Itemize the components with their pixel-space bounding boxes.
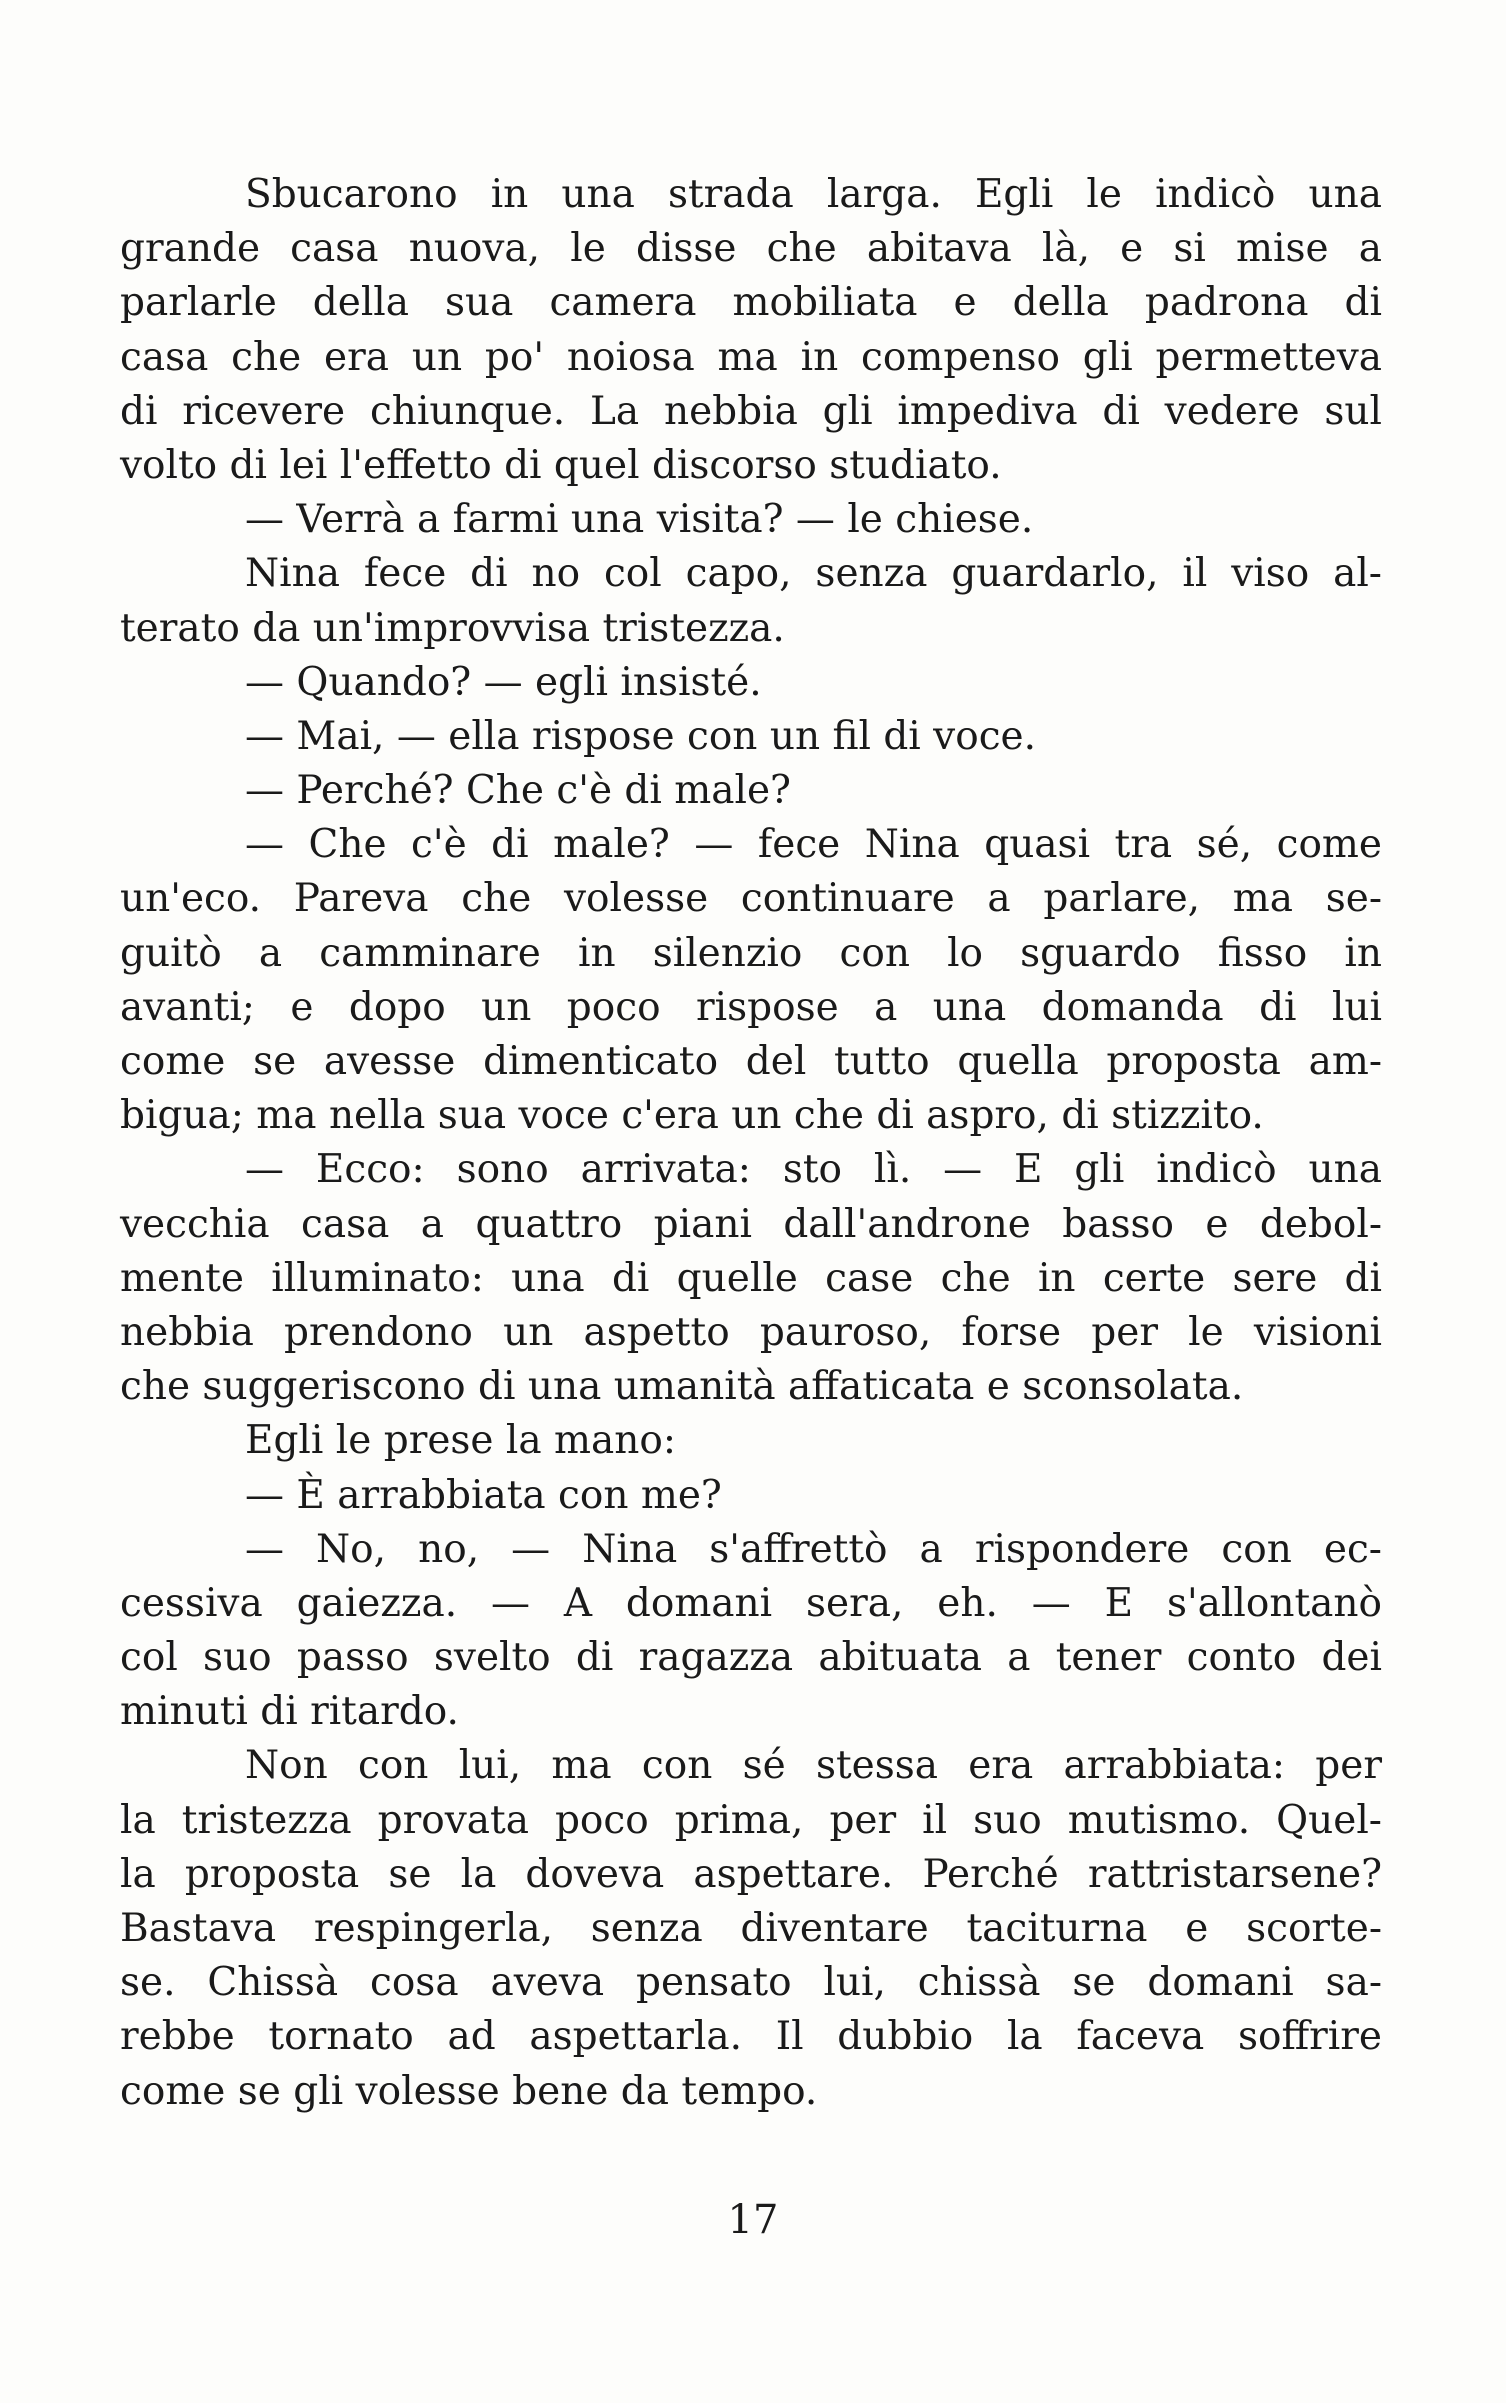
- text-line: guitò a camminare in silenzio con lo sguardo fisso in: [120, 930, 1382, 976]
- text-line: — No, no, — Nina s'affrettò a rispondere con ec-: [245, 1526, 1382, 1572]
- text-line: — Che c'è di male? — fece Nina quasi tra sé, come: [245, 822, 1382, 868]
- text-line: bigua; ma nella sua voce c'era un che di aspro, di stizzito.: [120, 1093, 1264, 1139]
- body-text: [120, 168, 1382, 2119]
- text-line: la proposta se la doveva aspettare. Perché rattristarsene?: [120, 1851, 1382, 1897]
- text-line: terato da un'improvvisa tristezza.: [120, 605, 785, 651]
- text-line: Egli le prese la mano:: [245, 1418, 676, 1464]
- text-line: — Quando? — egli insisté.: [245, 659, 762, 705]
- text-line: — Ecco: sono arrivata: sto lì. — E gli indicò una: [245, 1147, 1382, 1193]
- text-line: — Verrà a farmi una visita? — le chiese.: [245, 497, 1034, 543]
- text-line: rebbe tornato ad aspettarla. Il dubbio la faceva soffrire: [120, 2014, 1382, 2060]
- text-line: — Perché? Che c'è di male?: [245, 768, 791, 814]
- text-line: — Mai, — ella rispose con un fil di voce.: [245, 713, 1037, 759]
- text-line: Non con lui, ma con sé stessa era arrabbiata: per: [245, 1743, 1382, 1789]
- text-line: minuti di ritardo.: [120, 1689, 459, 1735]
- text-line: come se avesse dimenticato del tutto quella proposta am-: [120, 1039, 1382, 1084]
- text-line: parlarle della sua camera mobiliata e della padrona di: [120, 280, 1382, 326]
- text-line: la tristezza provata poco prima, per il suo mutismo. Quel-: [120, 1797, 1382, 1843]
- page-number: 17: [727, 2197, 779, 2243]
- text-line: nebbia prendono un aspetto pauroso, forse per le visioni: [120, 1309, 1382, 1355]
- text-line: grande casa nuova, le disse che abitava là, e si mise a: [120, 226, 1382, 272]
- text-line: Sbucarono in una strada larga. Egli le indicò una: [245, 172, 1382, 217]
- text-line: volto di lei l'effetto di quel discorso studiato.: [120, 442, 1002, 488]
- text-line: vecchia casa a quattro piani dall'androne basso e debol-: [120, 1201, 1382, 1247]
- text-line: col suo passo svelto di ragazza abituata a tener conto dei: [120, 1635, 1382, 1681]
- text-line: Nina fece di no col capo, senza guardarlo, il viso al-: [245, 551, 1382, 597]
- text-line: di ricevere chiunque. La nebbia gli impediva di vedere sul: [120, 388, 1382, 434]
- text-line: un'eco. Pareva che volesse continuare a parlare, ma se-: [120, 876, 1382, 922]
- text-line: casa che era un po' noiosa ma in compenso gli permetteva: [120, 334, 1382, 380]
- text-line: cessiva gaiezza. — A domani sera, eh. — E s'allontanò: [120, 1580, 1382, 1626]
- text-line: se. Chissà cosa aveva pensato lui, chissà se domani sa-: [120, 1960, 1382, 2006]
- text-line: — È arrabbiata con me?: [245, 1472, 722, 1518]
- text-line: come se gli volesse bene da tempo.: [120, 2068, 818, 2114]
- text-line: mente illuminato: una di quelle case che in certe sere di: [120, 1255, 1382, 1301]
- text-line: avanti; e dopo un poco rispose a una domanda di lui: [120, 984, 1382, 1030]
- text-line: che suggeriscono di una umanità affaticata e sconsolata.: [120, 1364, 1244, 1410]
- text-line: Bastava respingerla, senza diventare taciturna e scorte-: [120, 1906, 1382, 1951]
